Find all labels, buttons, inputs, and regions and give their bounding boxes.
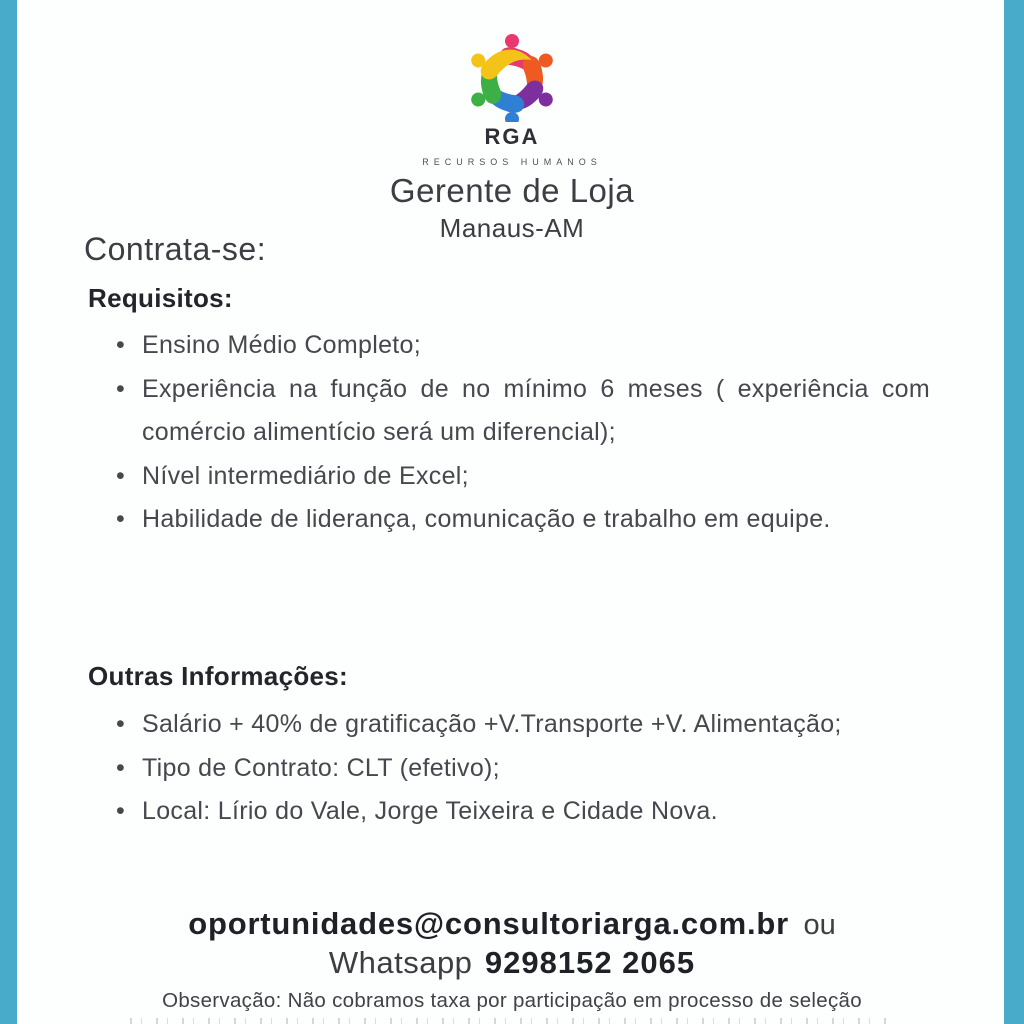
other-info-heading: Outras Informações:	[88, 661, 348, 691]
list-item: • Nível intermediário de Excel;	[142, 455, 930, 499]
requirements-list	[142, 324, 930, 542]
list-item: • Salário + 40% de gratificação +V.Transporte +V. Alimentação;	[142, 703, 930, 747]
selection-note: Observação: Não cobramos taxa por participação em processo de seleção	[162, 989, 862, 1012]
brand-name: RGA	[484, 124, 540, 149]
whatsapp-number: 9298152 2065	[484, 945, 696, 980]
list-item: • Habilidade de liderança, comunicação e trabalho em equipe.	[142, 498, 930, 542]
hiring-label: Contrata-se:	[84, 231, 267, 267]
job-title: Gerente de Loja	[389, 172, 635, 209]
contact-whatsapp-line	[0, 945, 1024, 981]
company-logo	[0, 26, 1024, 167]
people-swirl-icon	[456, 26, 568, 122]
list-item: • Local: Lírio do Vale, Jorge Teixeira e Cidade Nova.	[142, 790, 930, 834]
job-location: Manaus-AM	[439, 213, 585, 243]
requirements-heading: Requisitos:	[88, 283, 233, 313]
list-item: • Tipo de Contrato: CLT (efetivo);	[142, 747, 930, 791]
other-info-list	[142, 703, 930, 834]
contact-email-suffix: ou	[803, 909, 836, 941]
brand-tagline: RECURSOS HUMANOS	[422, 157, 602, 167]
list-item: • Ensino Médio Completo;	[142, 324, 930, 368]
whatsapp-label: Whatsapp	[328, 945, 473, 980]
contact-email: oportunidades@consultoriarga.com.br	[188, 906, 790, 941]
list-item: • Experiência na função de no mínimo 6 meses ( experiência com comércio alimentício será um diferencial);	[142, 368, 930, 455]
clipped-bottom-text	[130, 1018, 894, 1024]
contact-email-line	[0, 906, 1024, 942]
